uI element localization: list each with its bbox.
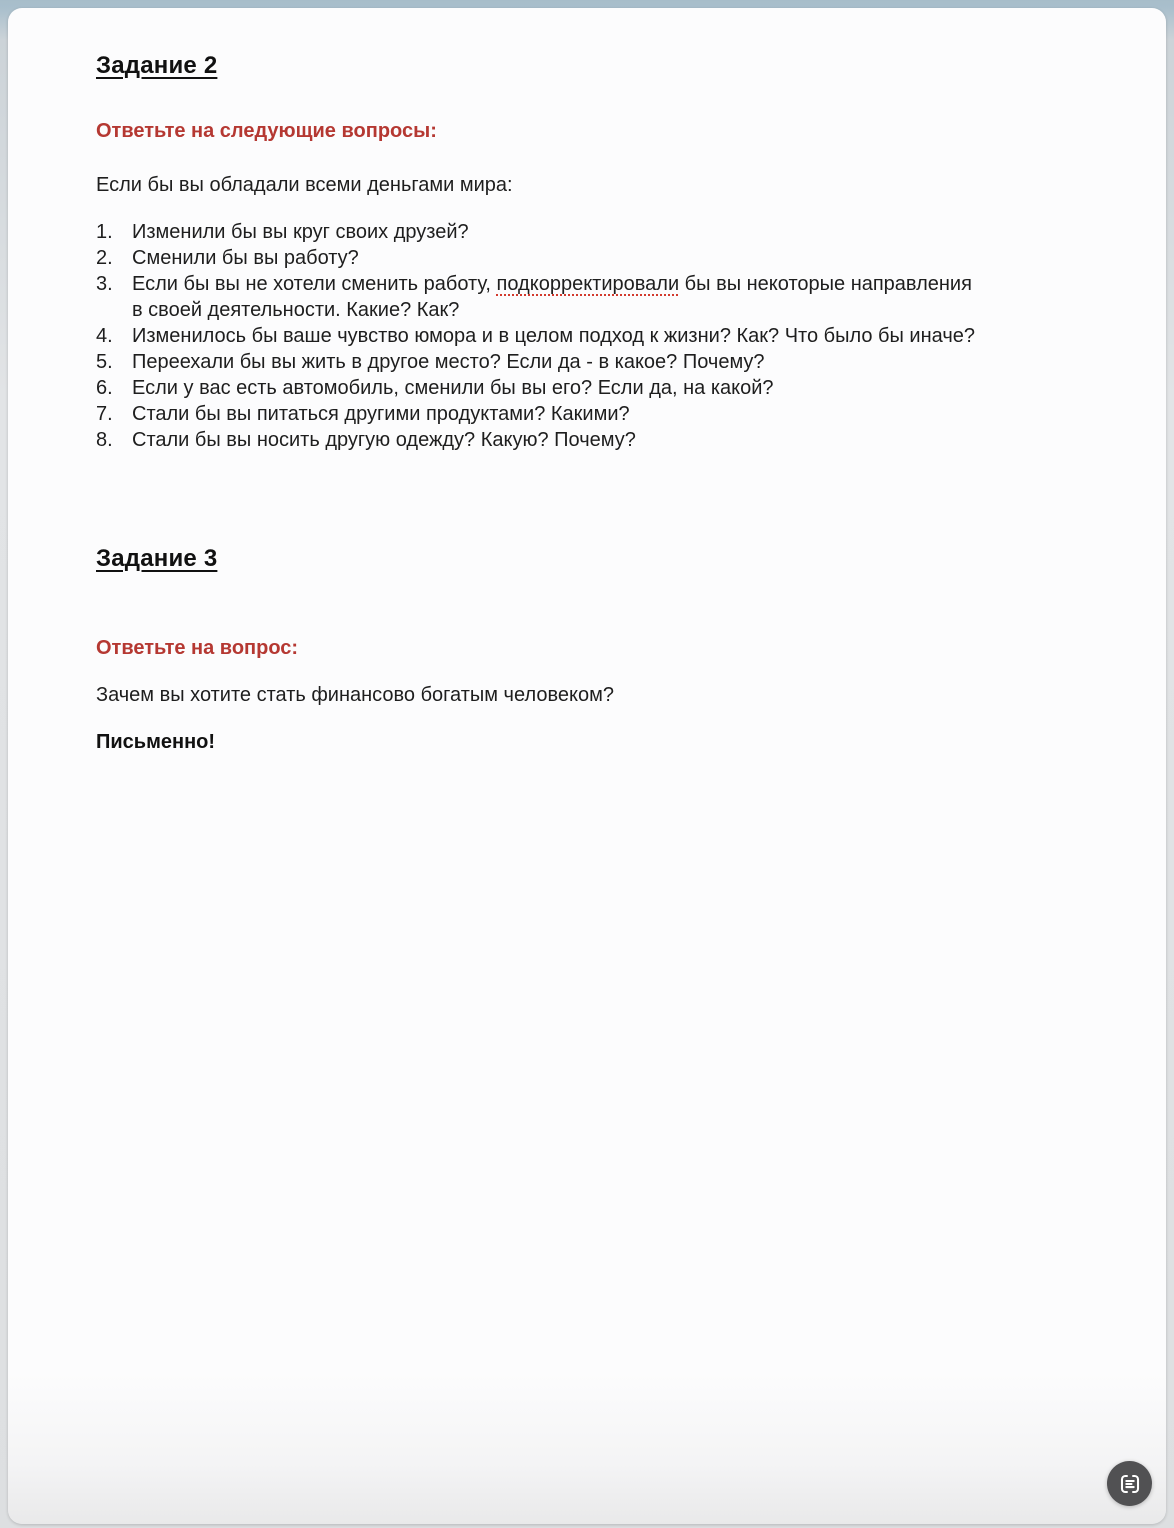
question-item bbox=[96, 427, 978, 453]
task3-heading: Задание 3 bbox=[96, 545, 218, 572]
task2-heading: Задание 2 bbox=[96, 52, 218, 79]
question-item bbox=[96, 219, 978, 245]
question-item bbox=[96, 323, 978, 349]
document-page bbox=[8, 8, 1166, 1524]
question-item bbox=[96, 349, 978, 375]
scan-text-icon bbox=[1117, 1471, 1143, 1497]
task3-question: Зачем вы хотите стать финансово богатым человеком? bbox=[96, 684, 614, 706]
question-number: 6. bbox=[96, 377, 113, 399]
question-text: Стали бы вы носить другую одежду? Какую? Почему? bbox=[132, 429, 636, 451]
question-text bbox=[132, 271, 978, 323]
task2-section bbox=[96, 52, 978, 453]
task2-prompt: Ответьте на следующие вопросы: bbox=[96, 120, 437, 142]
task3-note: Письменно! bbox=[96, 731, 216, 753]
question-item bbox=[96, 245, 978, 271]
question-number: 8. bbox=[96, 429, 113, 451]
question-text: Изменилось бы ваше чувство юмора и в целом подход к жизни? Как? Что было бы иначе? bbox=[132, 325, 975, 347]
question-number: 3. bbox=[96, 273, 113, 295]
question-text-post: бы вы некоторые направления в своей деятельности. Какие? Как? bbox=[132, 273, 972, 321]
question-item bbox=[96, 375, 978, 401]
question-item bbox=[96, 401, 978, 427]
task2-question-list bbox=[96, 219, 978, 453]
question-number: 5. bbox=[96, 351, 113, 373]
question-text-pre: Если бы вы не хотели сменить работу, bbox=[132, 273, 497, 295]
question-number: 1. bbox=[96, 221, 113, 243]
question-number: 2. bbox=[96, 247, 113, 269]
document-content bbox=[8, 8, 1038, 755]
question-number: 4. bbox=[96, 325, 113, 347]
question-item bbox=[96, 271, 978, 323]
task3-prompt: Ответьте на вопрос: bbox=[96, 637, 299, 659]
task2-intro: Если бы вы обладали всеми деньгами мира: bbox=[96, 174, 513, 196]
question-text: Если у вас есть автомобиль, сменили бы вы его? Если да, на какой? bbox=[132, 377, 774, 399]
task3-section bbox=[96, 545, 978, 755]
scan-text-button[interactable] bbox=[1107, 1461, 1152, 1506]
question-text: Изменили бы вы круг своих друзей? bbox=[132, 221, 469, 243]
question-text: Переехали бы вы жить в другое место? Если да - в какое? Почему? bbox=[132, 351, 765, 373]
spellcheck-marked-word: подкорректировали bbox=[496, 273, 680, 295]
question-text: Сменили бы вы работу? bbox=[132, 247, 359, 269]
question-text: Стали бы вы питаться другими продуктами? Какими? bbox=[132, 403, 630, 425]
question-number: 7. bbox=[96, 403, 113, 425]
